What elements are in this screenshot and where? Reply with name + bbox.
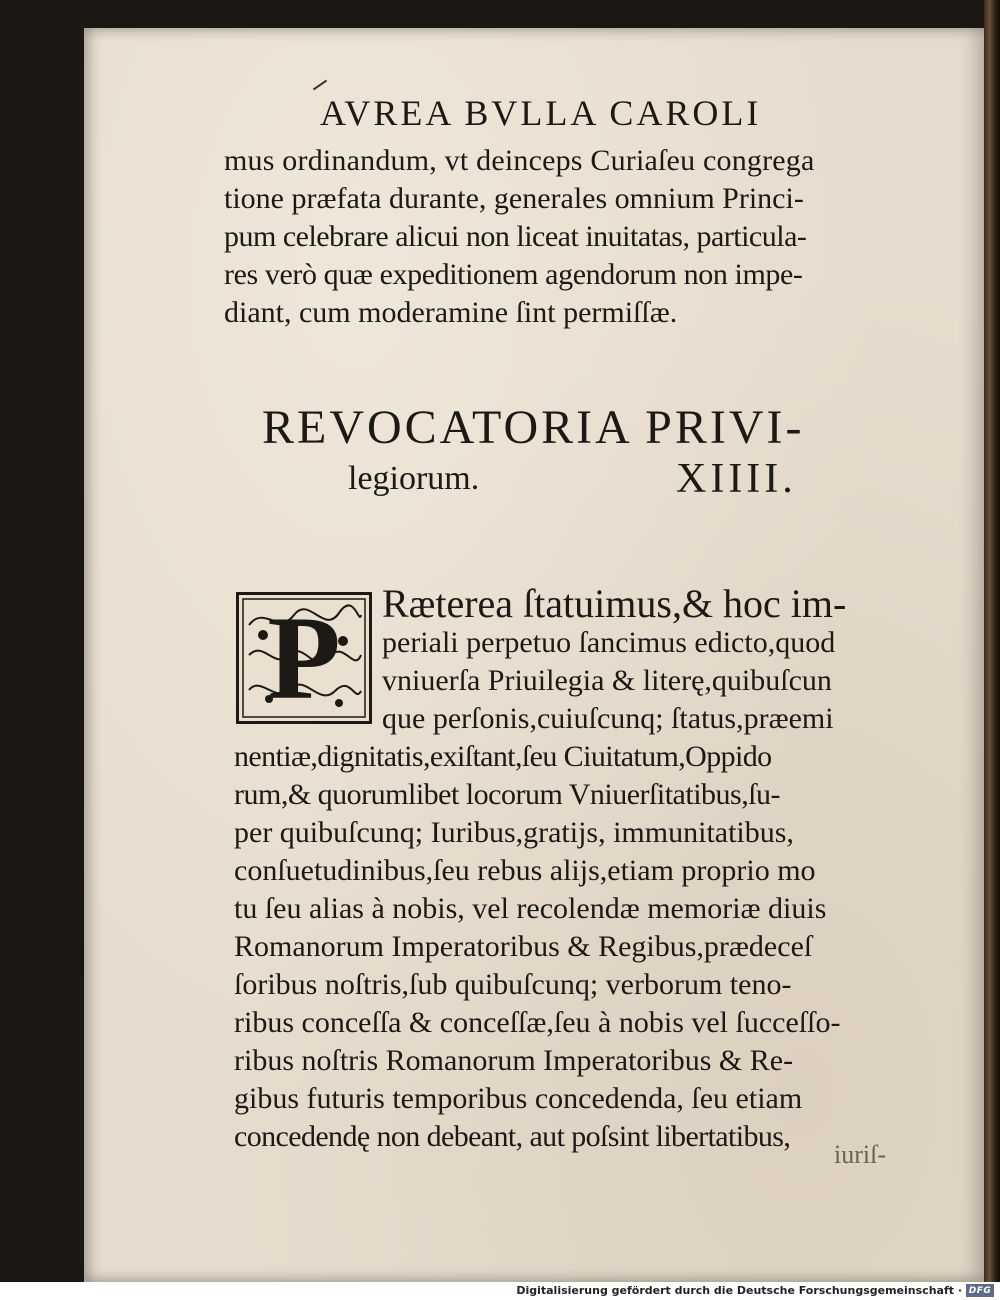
dfg-logo-icon: DFG — [966, 1284, 994, 1297]
text-line: periali perpetuo ſancimus edicto,quod — [382, 626, 836, 659]
text-line: mus ordinandum, vt deinceps Curiaſeu congrega — [224, 144, 815, 177]
text-line: vniuerſa Priuilegia & literę,quibuſcun — [382, 664, 832, 697]
text-line: per quibuſcunq; Iuribus,gratijs, immunitatibus, — [234, 816, 794, 849]
text-line: res verò quæ expeditionem agendorum non impe- — [224, 258, 803, 291]
running-head: AVREA BVLLA CAROLI — [320, 93, 762, 133]
text-line: que perſonis,cuiuſcunq; ſtatus,præemi — [382, 702, 834, 735]
text-line: tione præfata durante, generales omnium Princi- — [224, 182, 804, 215]
text-line: diant, cum moderamine ſint permiſſæ. — [224, 296, 678, 329]
chapter-subtitle: legiorum. — [348, 460, 480, 497]
text-line: concedendę non debeant, aut poſsint libertatibus, — [234, 1120, 791, 1153]
text-line: conſuetudinibus,ſeu rebus alijs,etiam proprio mo — [234, 854, 816, 887]
text-line: rum,& quorumlibet locorum Vniuerſitatibus,ſu- — [234, 778, 781, 811]
chapter-number: XIIII. — [676, 456, 797, 502]
initial-letter: P — [267, 591, 341, 724]
chapter-title: REVOCATORIA PRIVI- — [262, 401, 805, 454]
book-edge — [984, 0, 1000, 1282]
text-line: ſoribus noſtris,ſub quibuſcunq; verborum teno- — [234, 968, 792, 1001]
text-line: ribus conceſſa & conceſſæ,ſeu à nobis vel ſucceſſo- — [234, 1006, 841, 1039]
decorated-initial — [236, 592, 372, 724]
text-line: Ræterea ſtatuimus,& hoc im- — [382, 581, 847, 626]
catchword: iuriſ- — [834, 1140, 886, 1169]
text-line: Romanorum Imperatoribus & Regibus,prædeceſ — [234, 930, 813, 963]
text-line: tu ſeu alias à nobis, vel recolendæ memoriæ diuis — [234, 892, 827, 925]
text-line: pum celebrare alicui non liceat inuitatas, particula- — [224, 220, 807, 253]
text-line: gibus futuris temporibus concedenda, ſeu etiam — [234, 1082, 803, 1115]
text-line: ribus noſtris Romanorum Imperatoribus & Re- — [234, 1044, 794, 1077]
text-line: nentiæ,dignitatis,exiſtant,ſeu Ciuitatum,Oppido — [234, 740, 772, 773]
digitization-credit: Digitalisierung gefördert durch die Deutsche Forschungsgemeinschaft · — [516, 1284, 962, 1297]
